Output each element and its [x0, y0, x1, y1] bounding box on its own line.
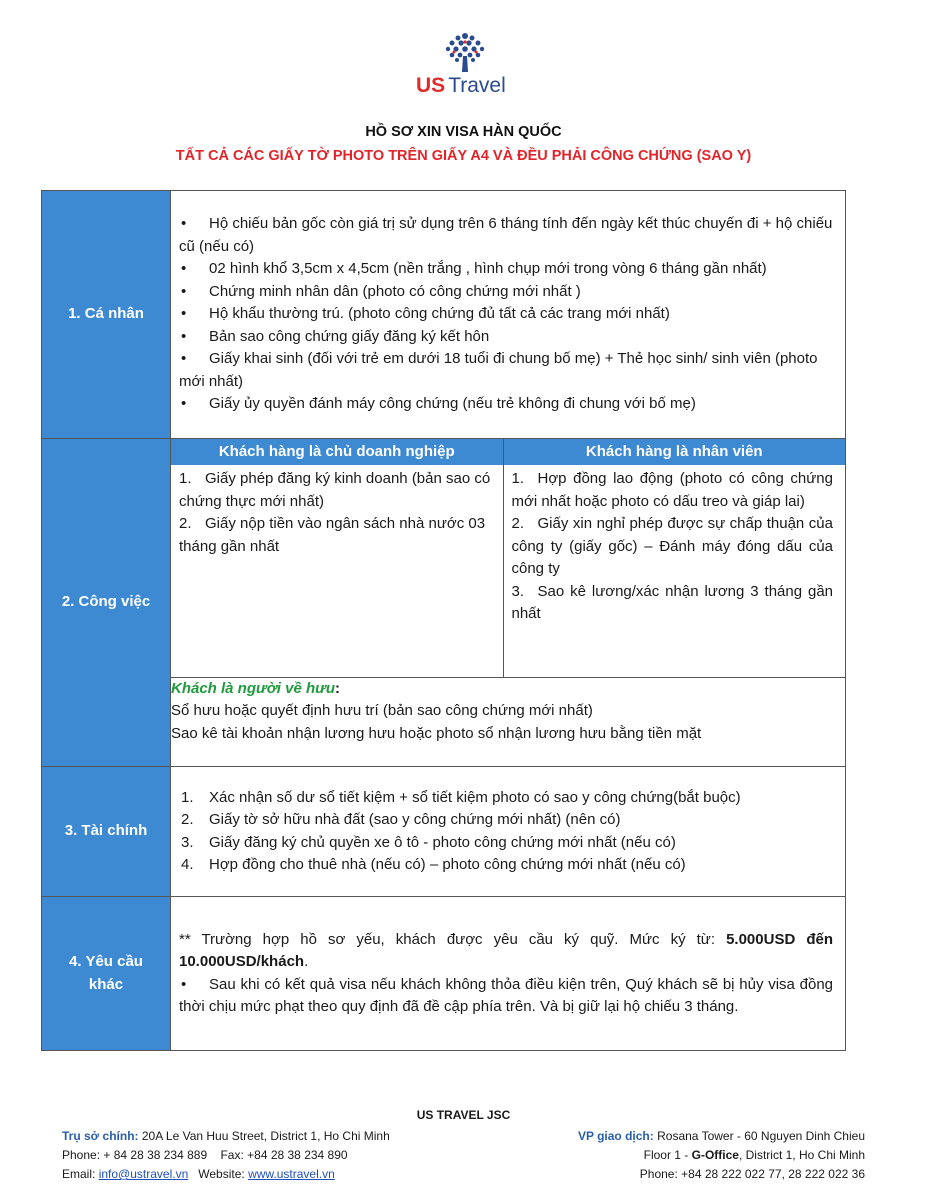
- bullet-icon: •: [181, 215, 187, 233]
- email-link[interactable]: info@ustravel.vn: [98, 1167, 189, 1181]
- phone-fax: Phone: + 84 28 38 234 889 Fax: +84 28 38 234 890: [62, 1148, 348, 1162]
- website-label: Website:: [188, 1167, 249, 1181]
- list-item: [512, 581, 834, 626]
- section-label-finance: 3. Tài chính: [42, 767, 171, 897]
- list-item-text: Xác nhận số dư sổ tiết kiệm + sổ tiết kiệm photo có sao y công chứng(bắt buộc): [209, 788, 741, 806]
- list-item-text: Giấy phép đăng ký kinh doanh (bản sao có chứng thực mới nhất): [179, 470, 491, 510]
- work-subtable: [171, 439, 845, 766]
- list-item: [179, 348, 837, 393]
- retiree-section: [171, 677, 845, 766]
- document-title: HỒ SƠ XIN VISA HÀN QUỐC: [365, 124, 562, 140]
- list-item-text: Giấy khai sinh (đối với trẻ em dưới 18 tuổi đi chung bố mẹ) + Thẻ học sinh/ sinh viên (photo mới nhất): [179, 350, 818, 390]
- list-item-text: Giấy tờ sở hữu nhà đất (sao y công chứng mới nhất) (nên có): [209, 811, 621, 828]
- list-item: [179, 213, 837, 258]
- list-item-text: Hộ khẩu thường trú. (photo công chứng đủ tất cả các trang mới nhất): [209, 305, 670, 323]
- retiree-row: [171, 677, 845, 766]
- list-item: [179, 468, 497, 513]
- section-content-other: [171, 897, 846, 1051]
- list-item-text: Giấy đăng ký chủ quyền xe ô tô - photo công chứng mới nhất (nếu có): [209, 833, 676, 851]
- branch-address-text: Rosana Tower - 60 Nguyen Dinh Chieu: [653, 1129, 865, 1143]
- tree-logo-icon: [440, 30, 490, 74]
- branch-phone: Phone: +84 28 222 022 77, 28 222 022 36: [639, 1167, 865, 1181]
- list-item-text: Sao kê lương/xác nhận lương 3 tháng gần nhất: [511, 582, 833, 622]
- us-travel-logo: [412, 30, 522, 100]
- contact-links: [62, 1165, 390, 1184]
- list-item-text: Bản sao công chứng giấy đăng ký kết hôn: [209, 327, 490, 345]
- list-item-text: Giấy ủy quyền đánh máy công chứng (nếu trẻ không đi chung với bố mẹ): [209, 395, 696, 413]
- bullet-icon: •: [181, 395, 187, 413]
- list-number: 3.: [511, 582, 525, 600]
- bullet-icon: •: [181, 350, 187, 368]
- list-item: [179, 326, 837, 349]
- branch-label: VP giao dịch:: [577, 1129, 654, 1143]
- section-row-personal: [42, 191, 846, 439]
- list-number: 3.: [181, 833, 194, 851]
- list-item: [179, 258, 837, 281]
- logo-wordmark: [416, 74, 506, 98]
- list-item-text: Hộ chiếu bản gốc còn giá trị sử dụng trên 6 tháng tính đến ngày kết thúc chuyến đi + hộ chiếu cũ (nếu có): [179, 215, 833, 255]
- website-link[interactable]: www.ustravel.vn: [248, 1167, 335, 1181]
- list-item: [179, 809, 837, 832]
- head-office-label: Trụ sở chính:: [62, 1129, 139, 1143]
- list-item: [512, 513, 834, 581]
- owner-column-header: Khách hàng là chủ doanh nghiệp: [171, 439, 503, 465]
- footer-head-office: [62, 1127, 390, 1184]
- employee-document-list: [503, 465, 845, 677]
- section-content-finance: [171, 767, 846, 897]
- list-item: [179, 281, 837, 304]
- bullet-icon: •: [181, 327, 187, 345]
- logo-travel-text: Travel: [448, 74, 506, 97]
- list-item: [179, 513, 497, 558]
- list-item-text: 02 hình khổ 3,5cm x 4,5cm (nền trắng , hình chụp mới trong vòng 6 tháng gần nhất): [209, 260, 767, 278]
- list-item-text: Chứng minh nhân dân (photo có công chứng mới nhất ): [209, 282, 581, 300]
- section-content-personal: [171, 191, 846, 439]
- footer-company-name: US TRAVEL JSC: [416, 1108, 511, 1122]
- list-number: 1.: [179, 470, 192, 487]
- list-item-text: Giấy nộp tiền vào ngân sách nhà nước 03 tháng gần nhất: [179, 515, 486, 555]
- list-item: [179, 832, 837, 855]
- document-subtitle: TẤT CẢ CÁC GIẤY TỜ PHOTO TRÊN GIẤY A4 VÀ ĐỀU PHẢI CÔNG CHỨNG (SAO Y): [175, 148, 752, 164]
- bullet-icon: •: [181, 975, 187, 993]
- deposit-period: .: [304, 953, 309, 970]
- branch-address: [578, 1127, 865, 1146]
- list-item: [179, 854, 837, 877]
- retiree-title-text: Khách là người về hưu: [171, 679, 336, 697]
- retiree-line: Sao kê tài khoản nhận lương hưu hoặc photo sổ nhận lương hưu bằng tiền mặt: [171, 724, 702, 742]
- list-number: 1.: [181, 788, 194, 806]
- list-number: 2.: [179, 515, 192, 532]
- bullet-icon: •: [181, 305, 187, 323]
- list-item-text: Hợp đồng cho thuê nhà (nếu có) – photo công chứng mới nhất (nếu có): [209, 856, 686, 873]
- branch-floor: [578, 1146, 865, 1165]
- list-number: 2.: [181, 811, 194, 828]
- retiree-title: [171, 678, 845, 701]
- work-items-row: [171, 465, 845, 677]
- retiree-line: Sổ hưu hoặc quyết định hưu trí (bản sao công chứng mới nhất): [171, 702, 593, 719]
- employee-column-header: Khách hàng là nhân viên: [503, 439, 845, 465]
- logo-us-text: US: [416, 74, 446, 97]
- work-header-row: [171, 439, 845, 465]
- retiree-title-colon: :: [335, 679, 341, 697]
- section-label-line: khác: [88, 975, 124, 993]
- section-label-personal: 1. Cá nhân: [42, 191, 171, 439]
- section-row-other: [42, 897, 846, 1051]
- list-item: [179, 303, 837, 326]
- bullet-icon: •: [181, 260, 187, 278]
- list-item-text: Giấy xin nghỉ phép được sự chấp thuận của công ty (giấy gốc) – Đánh máy đóng dấu của công ty: [511, 515, 833, 577]
- email-label: Email:: [62, 1167, 99, 1181]
- head-office-address-text: 20A Le Van Huu Street, District 1, Ho Chi Minh: [138, 1129, 390, 1143]
- list-number: 2.: [511, 515, 525, 532]
- branch-floor-post: , District 1, Ho Chi Minh: [738, 1148, 865, 1162]
- section-label-work: 2. Công việc: [42, 439, 171, 767]
- head-office-address: [62, 1127, 390, 1146]
- bullet-icon: •: [181, 282, 187, 300]
- owner-document-list: [171, 465, 503, 677]
- list-item-text: Hợp đồng lao động (photo có công chứng mới nhất hoặc photo có dấu treo và giáp lai): [511, 470, 833, 510]
- section-label-line: 4. Yêu cầu: [69, 953, 143, 970]
- list-item: [179, 974, 833, 1019]
- list-item: [512, 468, 834, 513]
- personal-document-list: [179, 213, 837, 416]
- list-item: [179, 393, 837, 416]
- section-content-work: [171, 439, 846, 767]
- visa-requirements-table: [41, 190, 846, 1051]
- deposit-note: [179, 929, 833, 974]
- penalty-text: Sau khi có kết quả visa nếu khách không thỏa điều kiện trên, Quý khách sẽ bị hủy visa đồng thời chịu mức phạt theo quy định đã đề cập phía trên. Và bị giữ lại hộ chiếu 3 tháng.: [179, 975, 833, 1015]
- footer-branch-office: [578, 1127, 865, 1184]
- section-label-other: [42, 897, 171, 1051]
- list-number: 1.: [511, 470, 525, 487]
- section-row-work: [42, 439, 846, 767]
- list-number: 4.: [181, 856, 194, 873]
- branch-floor-bold: G-Office: [691, 1148, 739, 1162]
- branch-floor-pre: Floor 1 -: [643, 1148, 692, 1162]
- section-row-finance: [42, 767, 846, 897]
- deposit-amount: 5.000USD đến 10.000USD/khách: [179, 930, 834, 970]
- deposit-note-text: ** Trường hợp hồ sơ yếu, khách được yêu cầu ký quỹ. Mức ký từ:: [179, 930, 727, 948]
- list-item: [179, 787, 837, 810]
